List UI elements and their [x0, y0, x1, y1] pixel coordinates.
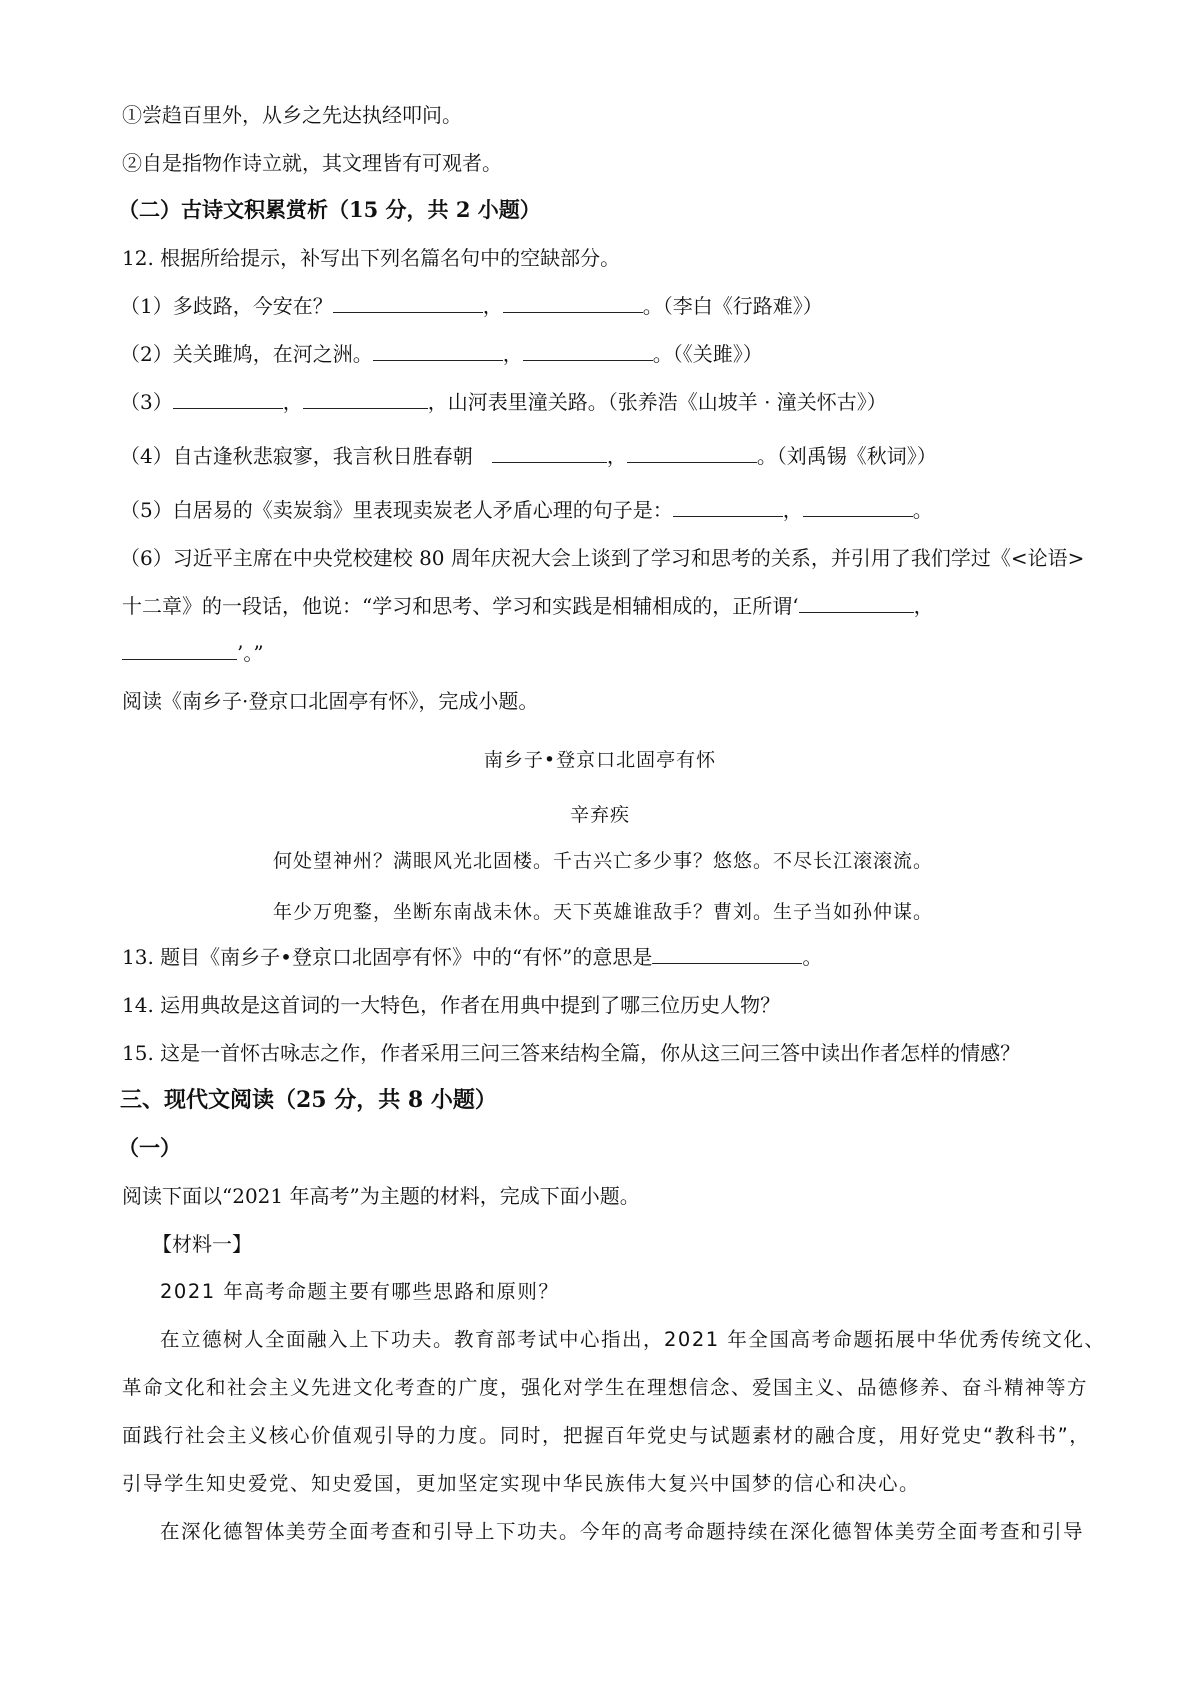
question-12: 12. 根据所给提示，补写出下列名篇名句中的空缺部分。 — [122, 246, 621, 270]
reading-intro-2: 阅读下面以“2021 年高考”为主题的材料，完成下面小题。 — [122, 1184, 640, 1208]
answer-blank[interactable] — [803, 496, 913, 517]
prompt-text: 十二章》的一段话，他说：“学习和思考、学习和实践是相辅相成的，正所谓‘ — [122, 594, 799, 618]
question-12-6-line1: （6）习近平主席在中央党校建校 80 周年庆祝大会上谈到了学习和思考的关系，并引用了我们学过《<论语> — [120, 546, 1085, 570]
prompt-text: （1）多歧路，今安在？ — [120, 294, 333, 318]
material-label: 【材料一】 — [152, 1232, 252, 1256]
question-12-2 — [120, 339, 763, 369]
poem-line-2: 年少万兜鍪，坐断东南战未休。天下英雄谁敌手？曹刘。生子当如孙仲谋。 — [273, 901, 934, 923]
answer-blank[interactable] — [627, 442, 757, 463]
material-question: 2021 年高考命题主要有哪些思路和原则？ — [160, 1280, 560, 1303]
prompt-text: （3） — [120, 390, 173, 414]
question-12-6-line2 — [122, 591, 934, 621]
answer-blank[interactable] — [173, 388, 283, 409]
poem-title: 南乡子•登京口北固亭有怀 — [483, 749, 717, 771]
punct: ， — [913, 594, 934, 618]
question-13 — [122, 942, 822, 972]
reading-intro: 阅读《南乡子·登京口北固亭有怀》，完成小题。 — [122, 689, 539, 713]
question-12-6-line3 — [122, 638, 264, 668]
source-text: 。（刘禹锡《秋词》） — [756, 444, 937, 468]
paragraph-2-line-1: 在深化德智体美劳全面考查和引导上下功夫。今年的高考命题持续在深化德智体美劳全面考查和引导 — [160, 1520, 1085, 1543]
subsection-heading: （一） — [118, 1135, 181, 1160]
paragraph-1-line-2: 革命文化和社会主义先进文化考查的广度，强化对学生在理想信念、爱国主义、品德修养、奋斗精神等方 — [122, 1376, 1089, 1399]
punct: ， — [502, 342, 523, 366]
note-1: ①尝趋百里外，从乡之先达执经叩问。 — [122, 103, 462, 127]
note-2: ②自是指物作诗立就，其文理皆有可观者。 — [122, 151, 502, 175]
punct: ， — [282, 390, 303, 414]
answer-blank[interactable] — [673, 496, 783, 517]
punct: ， — [482, 294, 503, 318]
source-text: 。（李白《行路难》） — [642, 294, 823, 318]
question-12-5 — [120, 495, 933, 525]
paragraph-1-line-4: 引导学生知史爱党、知史爱国，更加坚定实现中华民族伟大复兴中国梦的信心和决心。 — [122, 1472, 921, 1495]
prompt-text: （4）自古逢秋悲寂寥，我言秋日胜春朝 — [120, 444, 473, 468]
answer-blank[interactable] — [652, 943, 802, 964]
paragraph-1-line-3: 面践行社会主义核心价值观引导的力度。同时，把握百年党史与试题素材的融合度，用好党史“教科书”， — [122, 1424, 1091, 1447]
source-text: 。（《关雎》） — [652, 342, 763, 366]
paragraph-1-line-1: 在立德树人全面融入上下功夫。教育部考试中心指出，2021 年全国高考命题拓展中华优秀传统文化、 — [160, 1328, 1106, 1351]
poem-line-1: 何处望神州？满眼风光北固楼。千古兴亡多少事？悠悠。不尽长江滚滚流。 — [273, 850, 934, 872]
section-heading-2: （二）古诗文积累赏析（15 分，共 2 小题） — [118, 197, 541, 222]
answer-blank[interactable] — [333, 292, 483, 313]
answer-blank[interactable] — [303, 388, 428, 409]
section-heading-3: 三、现代文阅读（25 分，共 8 小题） — [120, 1087, 497, 1113]
answer-blank[interactable] — [503, 292, 643, 313]
poem-author: 辛弃疾 — [569, 804, 630, 826]
punct: ， — [782, 498, 803, 522]
punct: ， — [606, 444, 627, 468]
punct: 。 — [912, 498, 933, 522]
question-12-4 — [120, 441, 937, 471]
source-text: ，山河表里潼关路。（张养浩《山坡羊 · 潼关怀古》） — [427, 390, 887, 414]
prompt-text: （5）白居易的《卖炭翁》里表现卖炭老人矛盾心理的句子是： — [120, 498, 673, 522]
question-12-3 — [120, 387, 887, 417]
punct: 。 — [802, 945, 823, 969]
prompt-text: （2）关关雎鸠，在河之洲。 — [120, 342, 373, 366]
prompt-text: 13. 题目《南乡子•登京口北固亭有怀》中的“有怀”的意思是 — [122, 945, 653, 969]
answer-blank[interactable] — [373, 340, 503, 361]
question-14: 14. 运用典故是这首词的一大特色，作者在用典中提到了哪三位历史人物？ — [122, 993, 781, 1017]
question-12-1 — [120, 291, 823, 321]
question-15: 15. 这是一首怀古咏志之作，作者采用三问三答来结构全篇，你从这三问三答中读出作者怎样的情感？ — [122, 1041, 1021, 1065]
answer-blank[interactable] — [492, 442, 607, 463]
answer-blank[interactable] — [799, 592, 914, 613]
answer-blank[interactable] — [122, 639, 237, 660]
answer-blank[interactable] — [523, 340, 653, 361]
punct: ’。” — [237, 641, 264, 665]
